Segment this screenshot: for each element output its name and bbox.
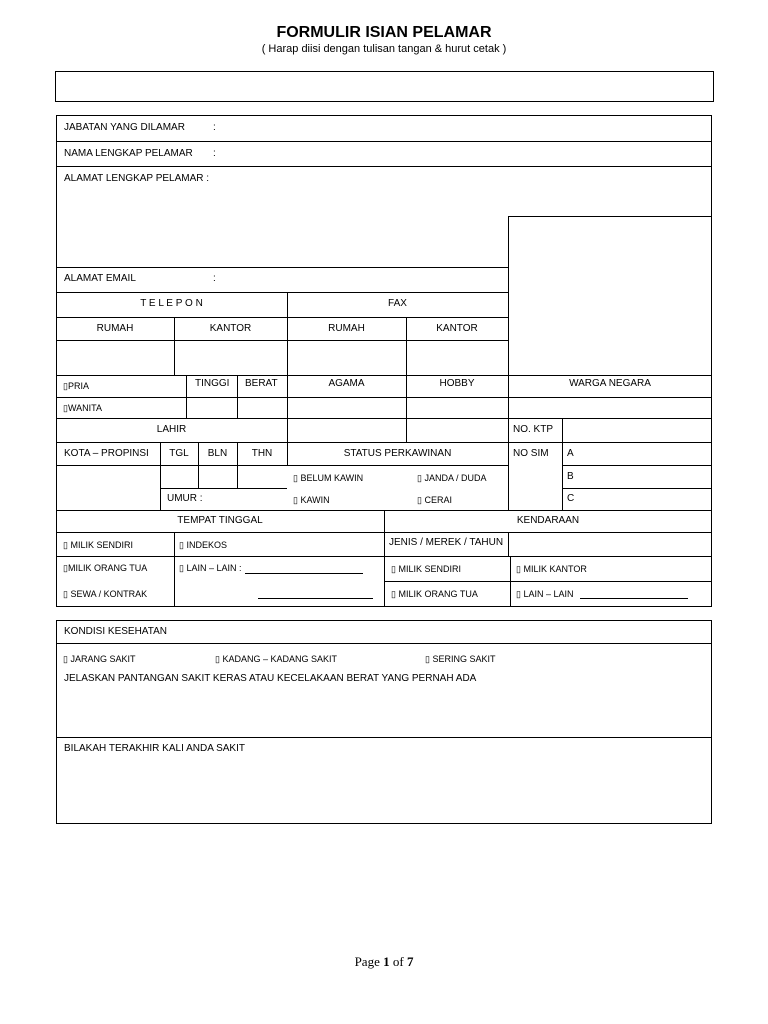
sewa-kontrak-label: SEWA / KONTRAK [70, 589, 148, 599]
lain-lain-rumah-line [245, 573, 363, 574]
label-alamat: ALAMAT LENGKAP PELAMAR : [64, 173, 210, 184]
form-subtitle: ( Harap diisi dengan tulisan tangan & hurut cetak ) [261, 43, 507, 55]
label-tgl: TGL [169, 448, 189, 459]
label-jenis-merek-tahun: JENIS / MEREK / TAHUN [389, 537, 504, 548]
milik-sendiri-label: MILIK SENDIRI [398, 564, 461, 574]
milik-sendiri-label: MILIK SENDIRI [70, 540, 133, 550]
label-kendaraan: KENDARAAN [516, 515, 580, 526]
checkbox-icon: ▯ [63, 381, 68, 391]
checkbox-icon: ▯ [179, 563, 184, 573]
lain-lain-label: LAIN – LAIN [523, 589, 574, 599]
pria-label: PRIA [67, 381, 89, 391]
label-lahir: LAHIR [156, 424, 187, 435]
page-word: Page [354, 954, 380, 969]
form-title: FORMULIR ISIAN PELAMAR [276, 24, 492, 41]
checkbox-jarang-sakit[interactable] [63, 653, 135, 665]
label-sim-c: C [567, 493, 575, 504]
checkbox-sewa-kontrak[interactable] [63, 588, 147, 600]
label-telepon-kantor: KANTOR [209, 323, 252, 334]
cerai-label: CERAI [424, 495, 452, 505]
milik-orang-tua-label: MILIK ORANG TUA [398, 589, 478, 599]
label-jelaskan-pantangan: JELASKAN PANTANGAN SAKIT KERAS ATAU KECELAKAAN BERAT YANG PERNAH ADA [64, 673, 477, 684]
label-thn: THN [251, 448, 273, 459]
label-umur: UMUR : [167, 493, 203, 504]
label-email: ALAMAT EMAIL [64, 273, 136, 284]
checkbox-lain-lain-kendaraan[interactable] [516, 588, 574, 600]
label-berat: BERAT [245, 378, 278, 389]
lain-lain-rumah-line-2 [258, 598, 373, 599]
colon-nama: : [213, 148, 216, 159]
checkbox-sering-sakit[interactable] [425, 653, 495, 665]
kadang-sakit-label: KADANG – KADANG SAKIT [222, 654, 337, 664]
health-table [56, 620, 712, 824]
label-no-sim: NO SIM [513, 448, 549, 459]
checkbox-icon: ▯ [215, 654, 220, 664]
top-blank-field[interactable] [55, 71, 714, 102]
label-bilakah-terakhir-sakit: BILAKAH TERAKHIR KALI ANDA SAKIT [64, 743, 245, 754]
lain-lain-label: LAIN – LAIN : [186, 563, 242, 573]
checkbox-janda-duda[interactable] [417, 472, 486, 484]
label-fax-kantor: KANTOR [436, 323, 478, 334]
label-kondisi-kesehatan: KONDISI KESEHATAN [64, 626, 167, 637]
lain-lain-kendaraan-line [580, 598, 688, 599]
checkbox-lain-lain-rumah[interactable] [179, 562, 242, 574]
page-indicator [0, 954, 768, 970]
page-number: 1 [383, 954, 390, 969]
label-fax-rumah: RUMAH [328, 323, 365, 334]
label-sim-b: B [567, 471, 574, 482]
checkbox-icon: ▯ [391, 564, 396, 574]
checkbox-milik-sendiri-kendaraan[interactable] [391, 563, 461, 575]
checkbox-icon: ▯ [63, 589, 68, 599]
checkbox-milik-sendiri-rumah[interactable] [63, 539, 133, 551]
label-kota-propinsi: KOTA – PROPINSI [64, 448, 149, 459]
checkbox-indekos[interactable] [179, 539, 227, 551]
of-word: of [392, 954, 404, 969]
checkbox-icon: ▯ [63, 654, 68, 664]
label-agama: AGAMA [328, 378, 365, 389]
label-warga-negara: WARGA NEGARA [569, 378, 651, 389]
checkbox-kadang-sakit[interactable] [215, 653, 337, 665]
checkbox-icon: ▯ [63, 403, 68, 413]
checkbox-cerai[interactable] [417, 494, 452, 506]
checkbox-icon: ▯ [516, 564, 521, 574]
checkbox-belum-kawin[interactable] [293, 472, 363, 484]
checkbox-icon: ▯ [63, 563, 68, 573]
label-telepon-rumah: RUMAH [96, 323, 134, 334]
checkbox-milik-orang-tua-kendaraan[interactable] [391, 588, 478, 600]
photo-area [509, 217, 711, 375]
milik-orang-tua-label: MILIK ORANG TUA [67, 563, 148, 573]
label-bln: BLN [207, 448, 228, 459]
checkbox-icon: ▯ [63, 540, 68, 550]
label-no-ktp: NO. KTP [513, 424, 554, 435]
indekos-label: INDEKOS [186, 540, 227, 550]
jarang-sakit-label: JARANG SAKIT [70, 654, 136, 664]
wanita-label: WANITA [67, 403, 102, 413]
checkbox-milik-orang-tua-rumah[interactable] [63, 562, 147, 574]
label-jabatan: JABATAN YANG DILAMAR [64, 122, 185, 133]
label-nama: NAMA LENGKAP PELAMAR [64, 148, 193, 159]
checkbox-icon: ▯ [417, 495, 422, 505]
janda-duda-label: JANDA / DUDA [424, 473, 487, 483]
checkbox-icon: ▯ [391, 589, 396, 599]
checkbox-icon: ▯ [425, 654, 430, 664]
belum-kawin-label: BELUM KAWIN [300, 473, 364, 483]
label-sim-a: A [567, 448, 574, 459]
label-hobby: HOBBY [439, 378, 475, 389]
checkbox-icon: ▯ [179, 540, 184, 550]
milik-kantor-label: MILIK KANTOR [523, 564, 587, 574]
kawin-label: KAWIN [300, 495, 330, 505]
page-total: 7 [406, 954, 414, 969]
checkbox-pria[interactable] [63, 380, 89, 392]
colon-jabatan: : [213, 122, 216, 133]
label-tinggi: TINGGI [195, 378, 230, 389]
label-fax: FAX [388, 298, 407, 309]
colon-email: : [213, 273, 216, 284]
label-telepon: T E L E P O N [140, 298, 203, 309]
checkbox-icon: ▯ [293, 495, 298, 505]
checkbox-milik-kantor[interactable] [516, 563, 587, 575]
checkbox-icon: ▯ [293, 473, 298, 483]
checkbox-kawin[interactable] [293, 494, 330, 506]
label-tempat-tinggal: TEMPAT TINGGAL [177, 515, 263, 526]
checkbox-icon: ▯ [417, 473, 422, 483]
label-status-perkawinan: STATUS PERKAWINAN [343, 448, 452, 459]
sering-sakit-label: SERING SAKIT [432, 654, 496, 664]
checkbox-wanita[interactable] [63, 402, 102, 414]
checkbox-icon: ▯ [516, 589, 521, 599]
